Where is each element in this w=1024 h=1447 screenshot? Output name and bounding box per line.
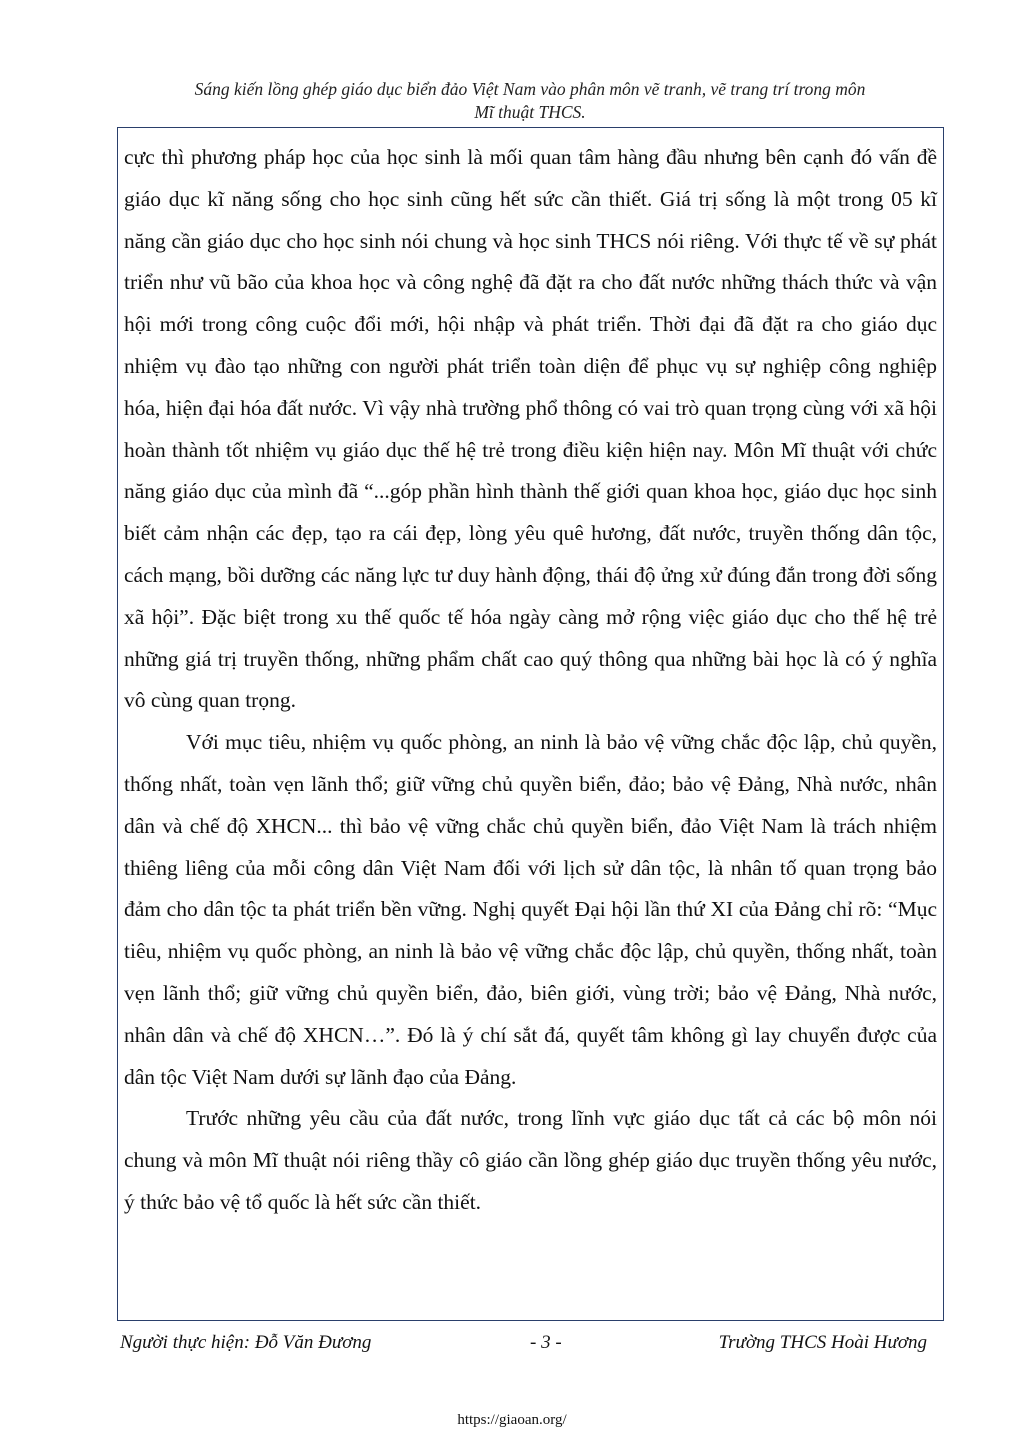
header-title-line-1: Sáng kiến lồng ghép giáo dục biển đảo Việt Nam vào phân môn vẽ tranh, vẽ trang trí trong môn [194, 79, 866, 99]
footer-school: Trường THCS Hoài Hương [718, 1332, 927, 1353]
page-footer [117, 1330, 944, 1356]
paragraph-education-integration: Trước những yêu cầu của đất nước, trong lĩnh vực giáo dục tất cả các bộ môn nói chung và môn Mĩ thuật nói riêng thầy cô giáo cần lồng ghép giáo dục truyền thống yêu nước, ý thức bảo vệ tổ quốc là hết sức cần thiết. [124, 1106, 937, 1214]
header-title-line-2: Mĩ thuật THCS. [474, 102, 586, 122]
page-header [100, 78, 960, 124]
paragraph-national-defense: Với mục tiêu, nhiệm vụ quốc phòng, an ninh là bảo vệ vững chắc độc lập, chủ quyền, thống nhất, toàn vẹn lãnh thổ; giữ vững chủ quyền biển, đảo; bảo vệ Đảng, Nhà nước, nhân dân và chế độ XHCN... thì bảo vệ vững chắc chủ quyền biển, đảo Việt Nam là trách nhiệm thiêng liêng của mỗi công dân Việt Nam đối với lịch sử dân tộc, là nhân tố quan trọng bảo đảm cho dân tộc ta phát triển bền vững. Nghị quyết Đại hội lần thứ XI của Đảng chỉ rõ: “Mục tiêu, nhiệm vụ quốc phòng, an ninh là bảo vệ vững chắc độc lập, chủ quyền, thống nhất, toàn vẹn lãnh thổ; giữ vững chủ quyền biển, đảo, biên giới, vùng trời; bảo vệ Đảng, Nhà nước, nhân dân và chế độ XHCN…”. Đó là ý chí sắt đá, quyết tâm không gì lay chuyển được của dân tộc Việt Nam dưới sự lãnh đạo của Đảng. [124, 730, 937, 1089]
footer-page-number: - 3 - [530, 1332, 562, 1353]
document-body [124, 137, 937, 1224]
paragraph-continuation: cực thì phương pháp học của học sinh là mối quan tâm hàng đầu nhưng bên cạnh đó vấn đề giáo dục kĩ năng sống cho học sinh cũng hết sức cần thiết. Giá trị sống là một trong 05 kĩ năng cần giáo dục cho học sinh nói chung và học sinh THCS nói riêng. Với thực tế về sự phát triển như vũ bão của khoa học và công nghệ đã đặt ra cho đất nước những thách thức và vận hội mới trong công cuộc đổi mới, hội nhập và phát triển. Thời đại đã đặt ra cho giáo dục nhiệm vụ đào tạo những con người phát triển toàn diện để phục vụ sự nghiệp công nghiệp hóa, hiện đại hóa đất nước. Vì vậy nhà trường phổ thông có vai trò quan trọng cùng với xã hội hoàn thành tốt nhiệm vụ giáo dục thế hệ trẻ trong điều kiện hiện nay. Môn Mĩ thuật với chức năng giáo dục của mình đã “...góp phần hình thành thế giới quan khoa học, giáo dục học sinh biết cảm nhận các đẹp, tạo ra cái đẹp, lòng yêu quê hương, đất nước, truyền thống dân tộc, cách mạng, bồi dưỡng các năng lực tư duy hành động, thái độ ửng xử đúng đắn trong đời sống xã hội”. Đặc biệt trong xu thế quốc tế hóa ngày càng mở rộng việc giáo dục cho thế hệ trẻ những giá trị truyền thống, những phẩm chất cao quý thông qua những bài học là có ý nghĩa vô cùng quan trọng. [124, 145, 937, 713]
footer-author: Người thực hiện: Đỗ Văn Đương [120, 1332, 372, 1353]
source-url: https://giaoan.org/ [457, 1412, 567, 1428]
